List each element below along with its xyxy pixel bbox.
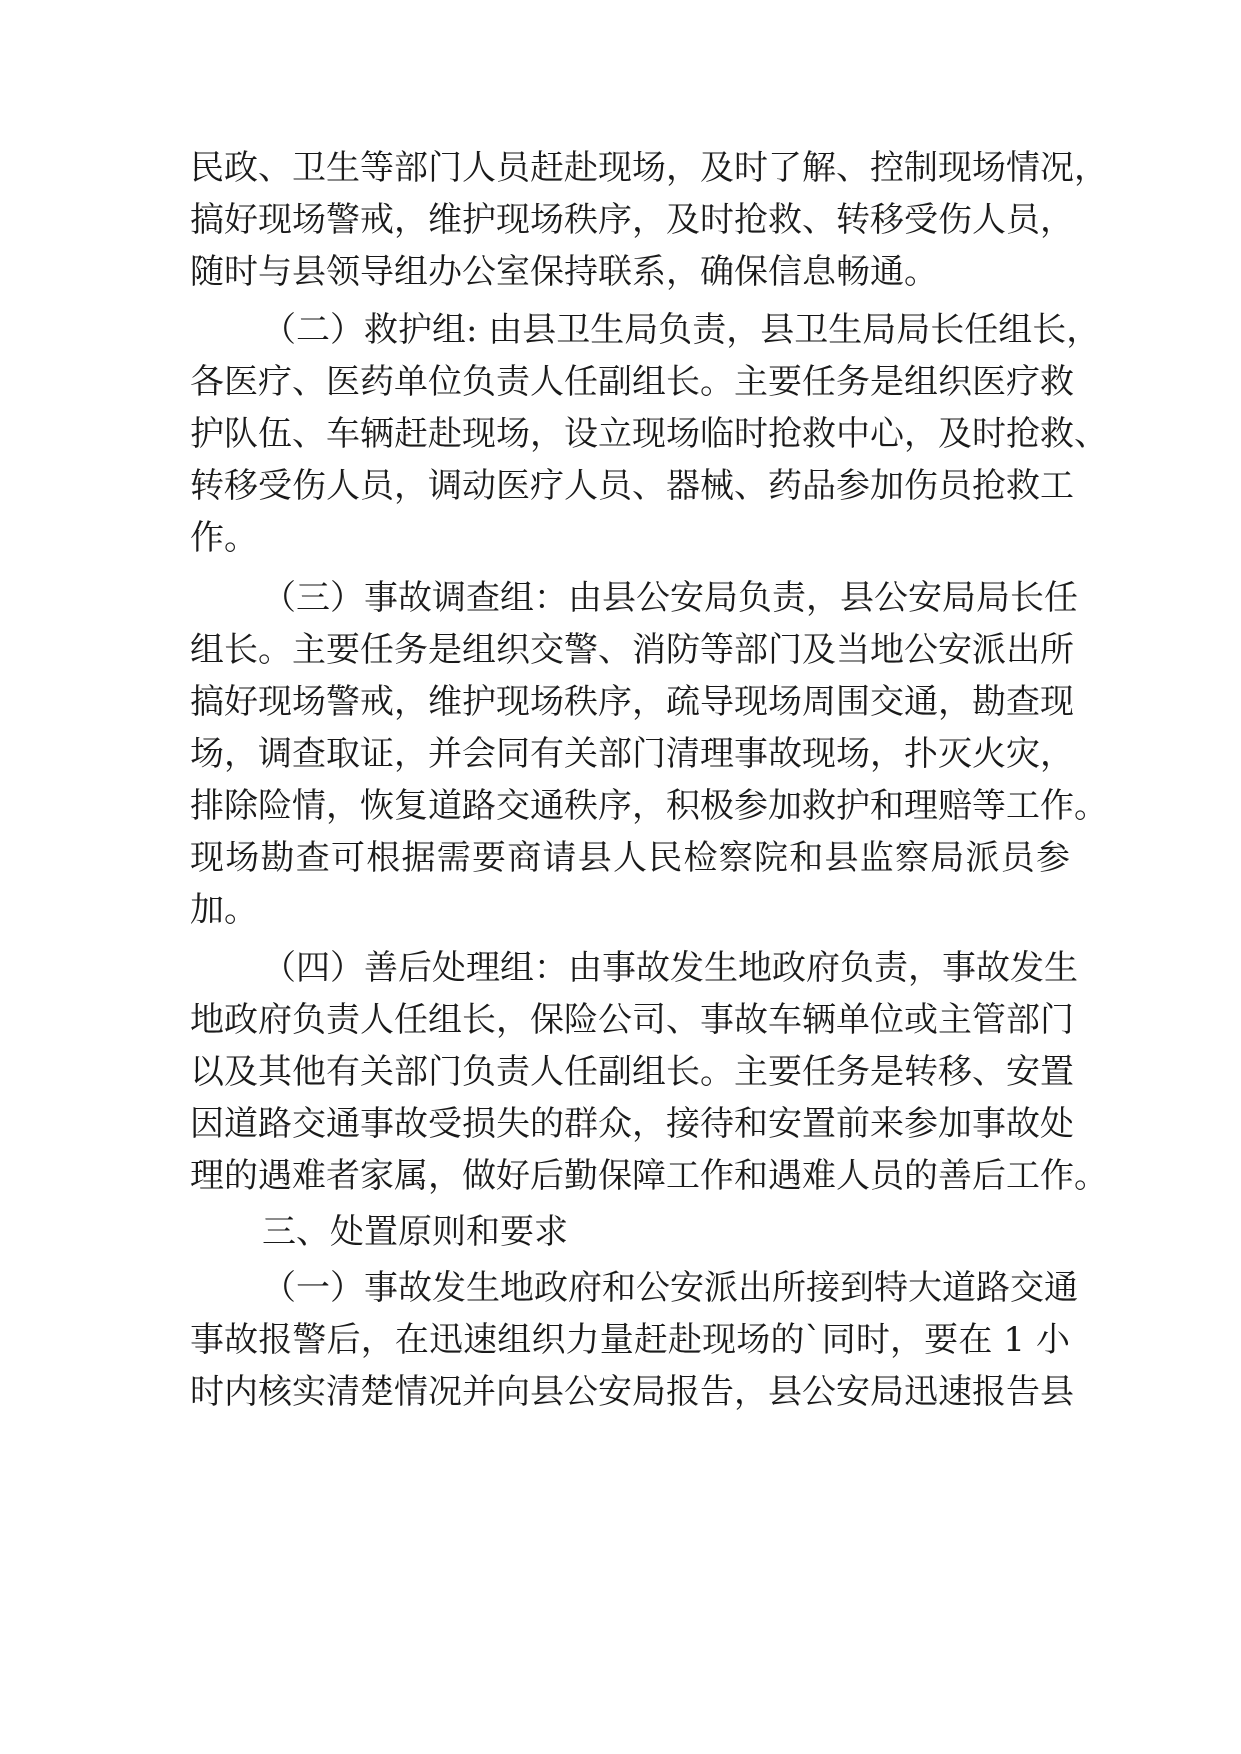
text-line: 事故报警后，在迅速组织力量赶赴现场的`同时，要在 1 小 bbox=[190, 1320, 1070, 1360]
text-line: 场，调查取证，并会同有关部门清理事故现场，扑灭火灾， bbox=[190, 734, 1074, 774]
text-line: 以及其他有关部门负责人任副组长。主要任务是转移、安置 bbox=[190, 1052, 1074, 1092]
text-line: 组长。主要任务是组织交警、消防等部门及当地公安派出所 bbox=[190, 630, 1074, 670]
text-line: 加。 bbox=[190, 890, 258, 930]
text-line: 护队伍、车辆赶赴现场，设立现场临时抢救中心，及时抢救、 bbox=[190, 414, 1108, 454]
text-line: 时内核实清楚情况并向县公安局报告，县公安局迅速报告县 bbox=[190, 1372, 1074, 1412]
text-line: 排除险情，恢复道路交通秩序，积极参加救护和理赔等工作。 bbox=[190, 786, 1108, 826]
text-line: 理的遇难者家属，做好后勤保障工作和遇难人员的善后工作。 bbox=[190, 1156, 1108, 1196]
text-line: 民政、卫生等部门人员赶赴现场，及时了解、控制现场情况， bbox=[190, 148, 1108, 188]
text-line: 现场勘查可根据需要商请县人民检察院和县监察局派员参 bbox=[190, 838, 1070, 878]
text-line: 作。 bbox=[190, 518, 258, 558]
paragraph-heading-line: （四）善后处理组：由事故发生地政府负责，事故发生 bbox=[262, 948, 1078, 988]
paragraph-heading-line: （三）事故调查组：由县公安局负责，县公安局局长任 bbox=[262, 578, 1078, 618]
text-line: 转移受伤人员，调动医疗人员、器械、药品参加伤员抢救工 bbox=[190, 466, 1074, 506]
text-line: 搞好现场警戒，维护现场秩序，疏导现场周围交通，勘查现 bbox=[190, 682, 1074, 722]
text-line: 因道路交通事故受损失的群众，接待和安置前来参加事故处 bbox=[190, 1104, 1074, 1144]
text-line: 地政府负责人任组长，保险公司、事故车辆单位或主管部门 bbox=[190, 1000, 1074, 1040]
paragraph-heading-line: （二）救护组: 由县卫生局负责，县卫生局局长任组长， bbox=[262, 310, 1101, 350]
text-line: 各医疗、医药单位负责人任副组长。主要任务是组织医疗救 bbox=[190, 362, 1074, 402]
text-line: 随时与县领导组办公室保持联系，确保信息畅通。 bbox=[190, 252, 938, 292]
paragraph-heading-line: （一）事故发生地政府和公安派出所接到特大道路交通 bbox=[262, 1268, 1078, 1308]
section-heading: 三、处置原则和要求 bbox=[262, 1212, 568, 1252]
text-line: 搞好现场警戒，维护现场秩序，及时抢救、转移受伤人员， bbox=[190, 200, 1074, 240]
